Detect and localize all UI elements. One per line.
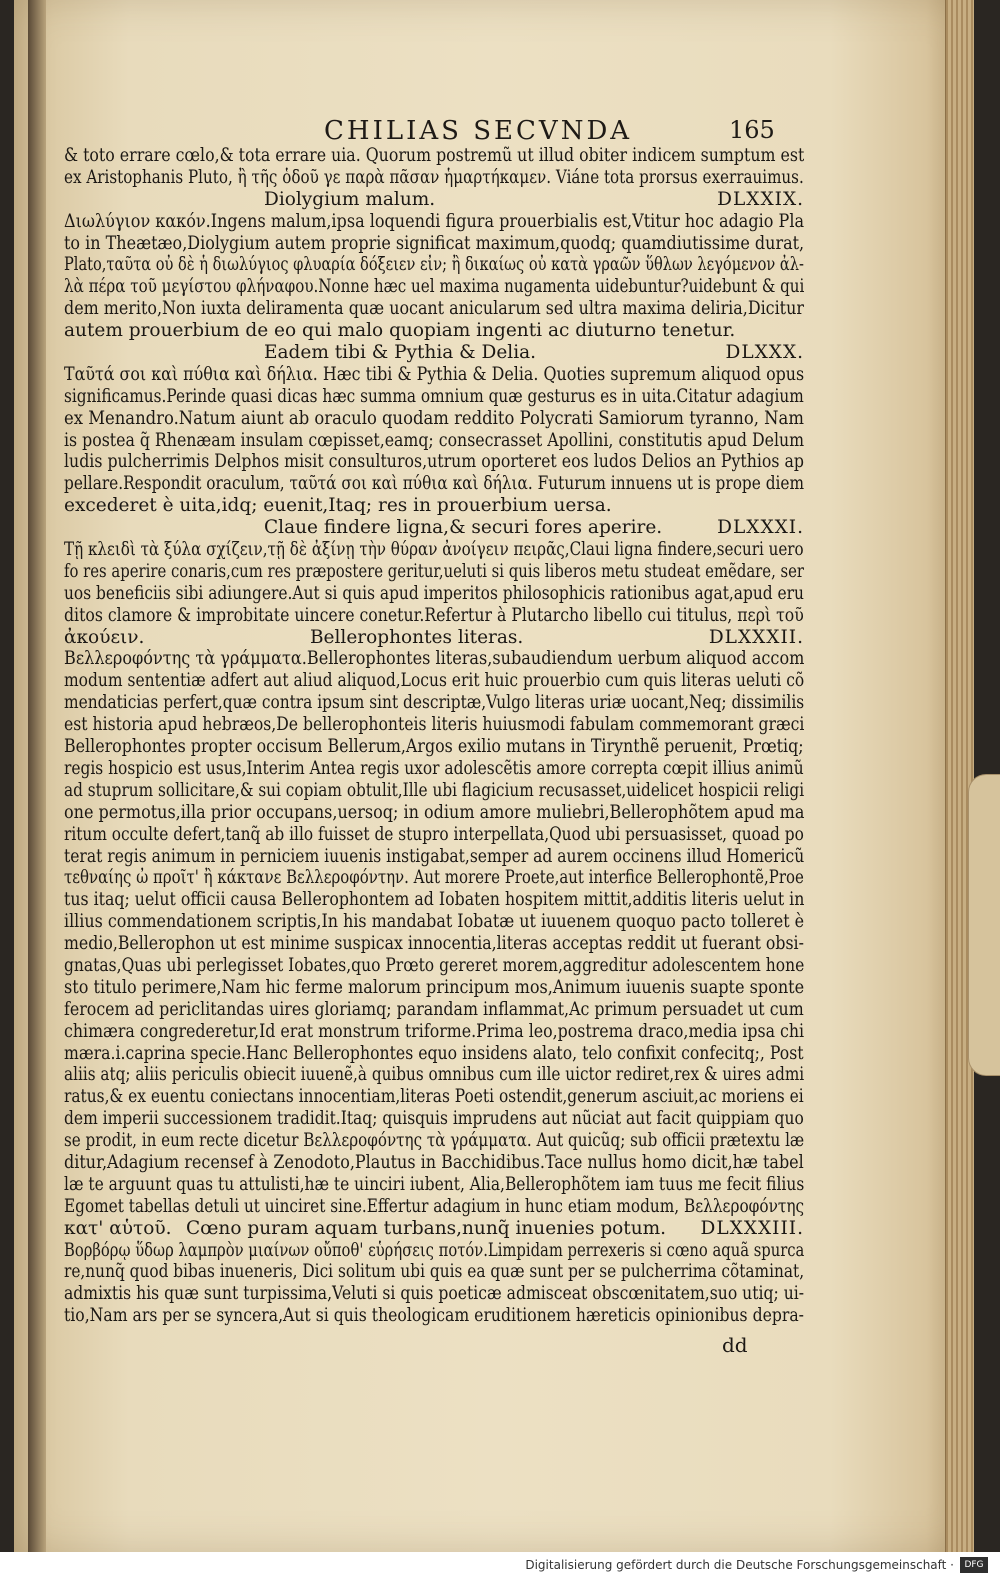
text-fragment: ἀκούειν. xyxy=(64,626,145,648)
text-line: ex Menandro.Natum aiunt ab oraculo quodam reddito Polycrati Samiorum tyranno, Nam xyxy=(64,407,804,429)
text-line: gnatas,Quas ubi perlegisset Iobates,quo Prœto gereret morem,aggreditur adolescentem hone xyxy=(64,954,804,976)
text-line: is postea q̃ Rhenæam insulam cœpisset,eamq; consecrasset Apollini, constitutis apud Delum xyxy=(64,429,804,451)
text-line: dem imperii successionem tradidit.Itaq; quisquis imprudens aut nũciat aut facit quippiam quo xyxy=(64,1108,804,1130)
text-line: τεθναίης ὦ προῖτ' ἢ κάκτανε Βελλεροφόντην. Aut morere Proete,aut interfice Bellerophontẽ,Proe xyxy=(64,867,804,889)
page-fore-edge xyxy=(945,0,974,1552)
main-text xyxy=(64,145,804,1327)
text-line: re,nunq̃ quod bibas inueneris, Dici solitum ubi quis ea quæ sunt per se pulcherrima cõtaminat, xyxy=(64,1261,804,1283)
text-line: ditos clamore & improbitate uincere conetur.Refertur à Plutarcho libello cui titulus, περὶ τοῦ xyxy=(64,604,804,626)
text-fragment: κατ' αὑτοῦ. xyxy=(64,1217,172,1239)
adage-title: Diolygium malum. xyxy=(264,188,436,210)
text-line: ferocem ad periclitandas uires gloriamq; parandam inflammat,Ac primum persuadet ut cum xyxy=(64,998,804,1020)
folio-number: 165 xyxy=(729,116,775,144)
text-line: mæra.i.caprina specie.Hanc Bellerophontes equo insidens alato, telo confixit confecitq;, Post xyxy=(64,1042,804,1064)
adage-title: Claue findere ligna,& securi fores aperire. xyxy=(264,517,663,539)
text-line: Bellerophontes propter occisum Bellerum,Argos exilio mutans in Tirynthẽ peruenit, Prœtiq; xyxy=(64,736,804,758)
text-line: Βελλεροφόντης τὰ γράμματα.Bellerophontes literas,subaudiendum uerbum aliquod accom xyxy=(64,648,804,670)
text-line: chimæra congrederetur,Id erat monstrum triforme.Prima leo,postrema draco,media ipsa chi xyxy=(64,1020,804,1042)
funding-credit: Digitalisierung gefördert durch die Deutsche Forschungsgemeinschaft · xyxy=(525,1558,954,1572)
text-line: tio,Nam ars per se syncera,Aut si quis theologicam eruditionem hæreticis opinionibus depra- xyxy=(64,1305,804,1327)
adage-number: DLXXXI. xyxy=(717,517,804,539)
adage-heading xyxy=(64,627,804,649)
adage-number: DLXXXIII. xyxy=(700,1217,804,1239)
text-line: excederet è uita,idq; euenit,Itaq; res in prouerbium uersa. xyxy=(64,495,612,517)
text-line: Διωλύγιον κακόν.Ingens malum,ipsa loquendi figura prouerbialis est,Vtitur hoc adagio Pla xyxy=(64,210,804,232)
text-line: Egomet tabellas detuli ut uinciret sine.Effertur adagium in hunc etiam modum, Βελλεροφόντης xyxy=(64,1195,804,1217)
dfg-logo: DFG xyxy=(960,1557,988,1573)
text-line: ditur,Adagium recensef à Zenodoto,Plautus in Bacchidibus.Tace nullus homo dicit,hæ tabel xyxy=(64,1151,804,1173)
text-line: tus itaq; uelut officii causa Bellerophontem ad Iobaten hospitem mittit,additis literis uelut in xyxy=(64,889,804,911)
adage-heading xyxy=(64,1218,804,1240)
text-line: ritum occulte defert,tanq̃ ab illo fuisset de stupro interpellata,Quod ubi persuasisset, quoad po xyxy=(64,823,804,845)
book-page xyxy=(14,0,974,1552)
text-line: se prodit, in eum recte dicetur Βελλεροφόντης τὰ γράμματα. Aut quicũq; sub officii prætextu læ xyxy=(64,1130,804,1152)
text-line: one permotus,illa prior occupans,uersoq; in odium amore muliebri,Bellerophõtem apud ma xyxy=(64,801,804,823)
book-spine xyxy=(28,0,46,1552)
text-line: sto titulo perimere,Nam hic ferme malorum principum mos,Animum iuuenis suapte sponte xyxy=(64,976,804,998)
text-line: ex Aristophanis Pluto, ἢ τῆς ὁδοῦ γε παρὰ πᾶσαν ἡμαρτήκαμεν. Viáne tota prorsus exerrauimus. xyxy=(64,166,804,188)
text-line: ratus,& ex euentu coniectans innocentiam,literas Poeti ostendit,generum asciuit,ac moriens ei xyxy=(64,1086,804,1108)
adage-title: Cœno puram aquam turbans,nunq̃ inuenies potum. xyxy=(185,1217,667,1239)
text-line: & toto errare cœlo,& tota errare uia. Quorum postremũ ut illud obiter indicem sumptum est xyxy=(64,145,804,166)
adage-title: Bellerophontes literas. xyxy=(309,626,524,648)
adage-heading xyxy=(64,189,804,211)
text-line: læ te arguunt quas tu attulisti,hæ te uinciri iubent, Alia,Bellerophõtem iam tuus me fecit filius xyxy=(64,1173,804,1195)
text-line: regis hospicio est usus,Interim Antea regis uxor adolescẽtis amore correpta cœpit illius animũ xyxy=(64,757,804,779)
signature-mark: dd xyxy=(722,1333,748,1357)
text-line: Βορβόρῳ ὕδωρ λαμπρὸν μιαίνων οὔποθ' εὑρήσεις ποτόν.Limpidam perrexeris si cœno aquã spurca xyxy=(64,1239,804,1261)
digitization-footer xyxy=(0,1552,1000,1580)
page-tab-marker xyxy=(968,774,1000,1076)
text-line: Ταῦτά σοι καὶ πύθια καὶ δήλια. Hæc tibi & Pythia & Delia. Quoties supremum aliquod opus xyxy=(64,363,804,385)
text-line: illius commendationem scriptis,In his mandabat Iobatæ ut iuuenem quoquo pacto tolleret è xyxy=(64,911,804,933)
adage-heading xyxy=(64,517,804,539)
text-line: to in Theætæo,Diolygium autem proprie significat maximum,quodq; quamdiutissime durat, xyxy=(64,232,804,254)
text-line: admixtis his quæ sunt turpissima,Veluti si quis poeticæ admisceat obscœnitatem,suo utiq; ui- xyxy=(64,1283,804,1305)
text-line: dem merito,Non iuxta deliramenta quæ uocant anicularum sed ultra maxima deliria,Dicitur xyxy=(64,298,804,320)
text-line: ludis pulcherrimis Delphos misit consulturos,utrum oporteret eos ludos Delios an Pythios ap xyxy=(64,451,804,473)
text-line: uos beneficiis sibi adiungere.Aut si quis apud imperitos philosophicis rationibus agat,apud eru xyxy=(64,582,804,604)
text-line: significamus.Perinde quasi dicas hæc summa omnium quæ gesturus es in uita.Citatur adagium xyxy=(64,385,804,407)
text-line: terat regis animum in perniciem iuuenis instigabat,semper ad aurem occinens illud Homericũ xyxy=(64,845,804,867)
adage-heading xyxy=(64,342,804,364)
text-line: Τῇ κλειδὶ τὰ ξύλα σχίζειν,τῇ δὲ ἀξίνῃ τὴν θύραν ἀνοίγειν πειρᾶς,Claui ligna findere,securi uero xyxy=(64,539,804,561)
text-line: autem prouerbium de eo qui malo quopiam ingenti ac diuturno tenetur. xyxy=(64,320,736,342)
text-line: modum sententiæ adfert aut aliud aliquod,Locus erit huic prouerbio cum quis literas ueluti cõ xyxy=(64,670,804,692)
text-line: aliis atq; aliis periculis obiecit iuuenẽ,à quibus omnibus cum ille uictor rediret,rex & uires admi xyxy=(64,1064,804,1086)
adage-number: DLXXIX. xyxy=(717,188,804,210)
text-line: medio,Bellerophon ut est minime suspicax innocentia,literas acceptas reddit ut fuerant obsi- xyxy=(64,933,804,955)
text-line: fo res aperire conaris,cum res præpostere geritur,ueluti si quis liberos metu studeat emẽdare, ser xyxy=(64,560,804,582)
adage-number: DLXXX. xyxy=(725,342,804,364)
text-line: λὰ πέρα τοῦ μεγίστου φλήναφου.Nonne hæc uel maxima nugamenta uidebuntur?uidebunt & qui xyxy=(64,276,804,298)
text-line: pellare.Respondit oraculum, ταῦτά σοι καὶ πύθια καὶ δήλια. Futurum innuens ut is prope diem xyxy=(64,473,804,495)
text-line: mendaticias perfert,quæ contra ipsum sint descriptæ,Vulgo literas uriæ uocant,Neq; dissimilis xyxy=(64,692,804,714)
text-line: Plato,ταῦτα οὐ δὲ ἡ διωλύγιος φλυαρία δόξειεν εἶν; ἢ δικαίως οὐ κατὰ γραῶν ὕθλων λεγόμενον ἀλ- xyxy=(64,254,804,276)
running-title: CHILIAS SECVNDA xyxy=(324,116,633,146)
adage-title: Eadem tibi & Pythia & Delia. xyxy=(264,342,537,364)
text-line: est historia apud hebræos,De bellerophonteis literis huiusmodi fabulam commemorant græci xyxy=(64,714,804,736)
adage-number: DLXXXII. xyxy=(708,626,804,648)
text-line: ad stuprum sollicitare,& sui copiam obtulit,Ille ubi flagicium recusasset,uidelicet hospicii religi xyxy=(64,779,804,801)
